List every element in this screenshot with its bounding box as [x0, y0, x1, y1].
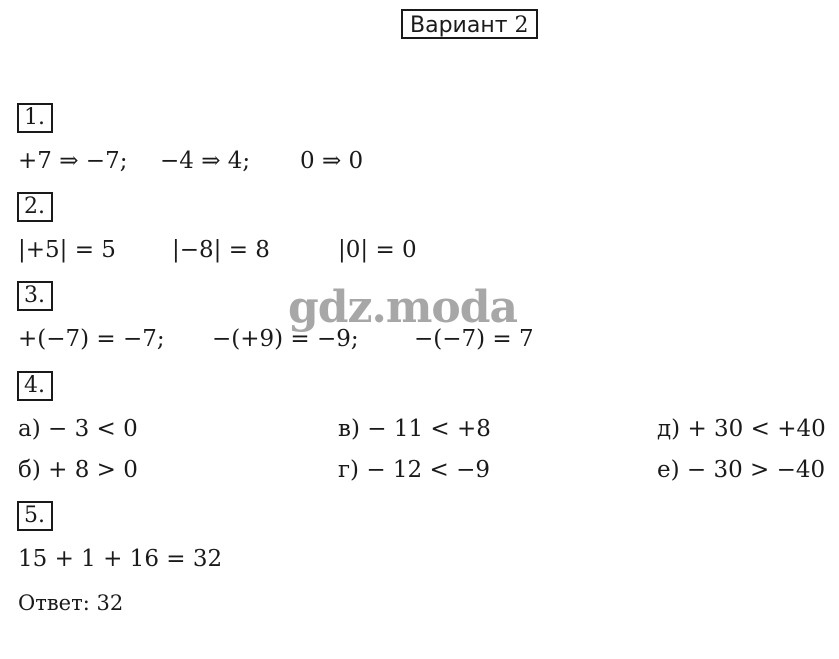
task-4-item-b: б) + 8 > 0 — [18, 457, 138, 483]
task-2-expr-3: |0| = 0 — [338, 237, 417, 263]
task-1-expr-2: −4 ⇒ 4; — [160, 148, 251, 174]
task-4-item-e: е) − 30 > −40 — [657, 457, 826, 483]
task-3-number: 3. — [17, 281, 53, 311]
variant-label: Вариант — [410, 13, 508, 38]
watermark: gdz.moda — [288, 282, 518, 333]
task-2-expr-1: |+5| = 5 — [18, 237, 116, 263]
variant-number: 2 — [514, 13, 529, 38]
task-1-expr-1: +7 ⇒ −7; — [18, 148, 128, 174]
variant-title — [401, 9, 538, 39]
task-5-expr: 15 + 1 + 16 = 32 — [18, 546, 223, 572]
task-2-number: 2. — [17, 192, 53, 222]
task-3-expr-1: +(−7) = −7; — [18, 326, 165, 352]
task-3-expr-3: −(−7) = 7 — [414, 326, 534, 352]
task-4-item-d: д) + 30 < +40 — [657, 416, 826, 442]
task-3-expr-2: −(+9) = −9; — [212, 326, 359, 352]
task-4-item-v: в) − 11 < +8 — [338, 416, 491, 442]
task-5-number: 5. — [17, 501, 53, 531]
task-4-item-a: а) − 3 < 0 — [18, 416, 138, 442]
task-4-item-g: г) − 12 < −9 — [338, 457, 490, 483]
task-1-number: 1. — [17, 103, 53, 133]
task-2-expr-2: |−8| = 8 — [172, 237, 270, 263]
task-1-expr-3: 0 ⇒ 0 — [300, 148, 364, 174]
task-5-answer: Ответ: 32 — [18, 591, 124, 615]
task-4-number: 4. — [17, 371, 53, 401]
